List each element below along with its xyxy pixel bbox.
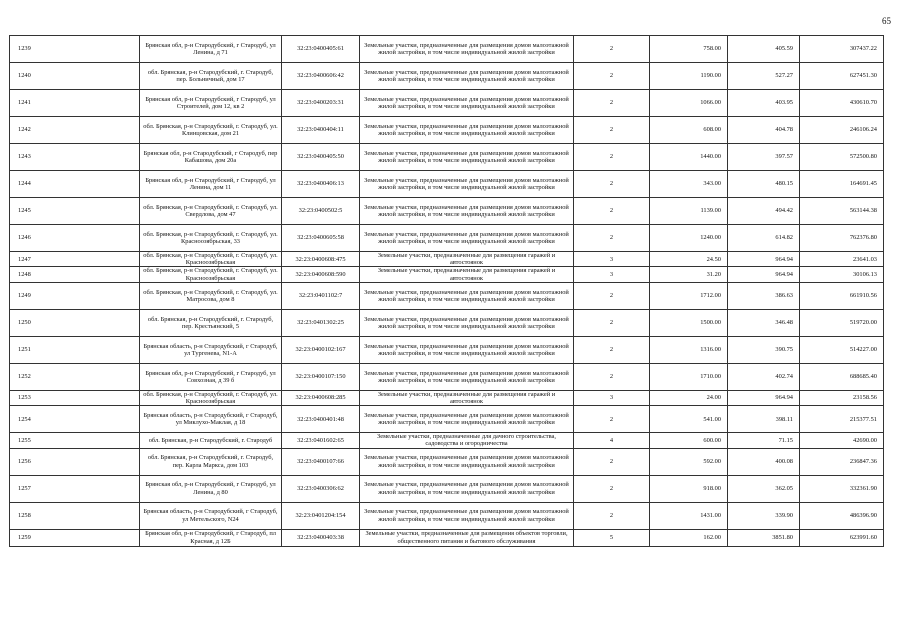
table-row <box>10 406 884 433</box>
area-cell: 608.00 <box>650 117 728 144</box>
specific-value-cell: 964.94 <box>728 252 800 267</box>
table-row <box>10 117 884 144</box>
group-cell: 2 <box>574 475 650 502</box>
table-row <box>10 529 884 546</box>
group-cell: 2 <box>574 144 650 171</box>
cadastral-number-cell: 32:23:0400401:48 <box>282 406 360 433</box>
specific-value-cell: 402.74 <box>728 363 800 390</box>
group-cell: 2 <box>574 36 650 63</box>
table-row <box>10 475 884 502</box>
cadastral-number-cell: 32:23:0400107:150 <box>282 363 360 390</box>
row-index: 1249 <box>10 282 140 309</box>
purpose-cell: Земельные участки, предназначенные для размещения домов малоэтажной жилой застройки, в том числе индивидуальной жилой застройки <box>360 225 574 252</box>
address-cell: Брянская обл, р-н Стародубский, г Стародуб, ул Совхозная, д 39 б <box>140 363 282 390</box>
area-cell: 1316.00 <box>650 336 728 363</box>
cadastral-number-cell: 32:23:0401602:65 <box>282 433 360 448</box>
table-row <box>10 267 884 282</box>
cadastral-value-cell: 332361.90 <box>800 475 884 502</box>
purpose-cell: Земельные участки, предназначенные для размещения гаражей и автостоянок <box>360 390 574 405</box>
row-index: 1241 <box>10 90 140 117</box>
cadastral-number-cell: 32:23:0400608:285 <box>282 390 360 405</box>
group-cell: 2 <box>574 198 650 225</box>
cadastral-number-cell: 32:23:0400608:590 <box>282 267 360 282</box>
group-cell: 2 <box>574 502 650 529</box>
specific-value-cell: 386.63 <box>728 282 800 309</box>
address-cell: Брянская область, р-н Стародубский, г Стародуб, ул Тургенева, N1-А <box>140 336 282 363</box>
table-row <box>10 198 884 225</box>
cadastral-value-cell: 688685.40 <box>800 363 884 390</box>
row-index: 1251 <box>10 336 140 363</box>
purpose-cell: Земельные участки, предназначенные для размещения домов малоэтажной жилой застройки, в том числе индивидуальной жилой застройки <box>360 282 574 309</box>
purpose-cell: Земельные участки, предназначенные для размещения объектов торговли, общественного питания и бытового обслуживания <box>360 529 574 546</box>
cadastral-value-cell: 563144.38 <box>800 198 884 225</box>
cadastral-value-cell: 514227.00 <box>800 336 884 363</box>
cadastral-value-cell: 661910.56 <box>800 282 884 309</box>
group-cell: 2 <box>574 90 650 117</box>
address-cell: Брянская область, р-н Стародубский, г Стародуб, ул Миклухо-Маклая, д 18 <box>140 406 282 433</box>
area-cell: 1712.00 <box>650 282 728 309</box>
cadastral-value-cell: 572500.80 <box>800 144 884 171</box>
address-cell: обл. Брянская, р-н Стародубский, г. Стародуб <box>140 433 282 448</box>
address-cell: обл. Брянская, р-н Стародубский, г. Стародуб, ул. Свердлова, дом 47 <box>140 198 282 225</box>
table-row <box>10 36 884 63</box>
cadastral-number-cell: 32:23:0400203:31 <box>282 90 360 117</box>
group-cell: 2 <box>574 282 650 309</box>
group-cell: 3 <box>574 252 650 267</box>
specific-value-cell: 480.15 <box>728 171 800 198</box>
area-cell: 1066.00 <box>650 90 728 117</box>
purpose-cell: Земельные участки, предназначенные для размещения домов малоэтажной жилой застройки, в том числе индивидуальной жилой застройки <box>360 171 574 198</box>
specific-value-cell: 398.11 <box>728 406 800 433</box>
row-index: 1259 <box>10 529 140 546</box>
table-row <box>10 252 884 267</box>
group-cell: 2 <box>574 309 650 336</box>
purpose-cell: Земельные участки, предназначенные для размещения домов малоэтажной жилой застройки, в том числе индивидуальной жилой застройки <box>360 117 574 144</box>
row-index: 1253 <box>10 390 140 405</box>
purpose-cell: Земельные участки, предназначенные для дачного строительства, садоводства и огородничества <box>360 433 574 448</box>
cadastral-value-cell: 23641.03 <box>800 252 884 267</box>
cadastral-number-cell: 32:23:0400403:38 <box>282 529 360 546</box>
cadastral-value-cell: 23158.56 <box>800 390 884 405</box>
group-cell: 2 <box>574 448 650 475</box>
address-cell: Брянская обл, р-н Стародубский, г Стародуб, пер Кабашова, дом 20а <box>140 144 282 171</box>
group-cell: 3 <box>574 267 650 282</box>
purpose-cell: Земельные участки, предназначенные для размещения домов малоэтажной жилой застройки, в том числе индивидуальной жилой застройки <box>360 36 574 63</box>
table-row <box>10 433 884 448</box>
cadastral-number-cell: 32:23:0400406:13 <box>282 171 360 198</box>
area-cell: 758.00 <box>650 36 728 63</box>
area-cell: 1139.00 <box>650 198 728 225</box>
cadastral-value-cell: 246106.24 <box>800 117 884 144</box>
address-cell: Брянская обл, р-н Стародубский, г Стародуб, ул Ленина, дом 11 <box>140 171 282 198</box>
purpose-cell: Земельные участки, предназначенные для размещения домов малоэтажной жилой застройки, в том числе индивидуальной жилой застройки <box>360 309 574 336</box>
address-cell: обл. Брянская, р-н Стародубский, г. Стародуб, ул. Красноозябрьская <box>140 252 282 267</box>
table-row <box>10 448 884 475</box>
page-number: 65 <box>882 16 891 26</box>
specific-value-cell: 527.27 <box>728 63 800 90</box>
table-row <box>10 309 884 336</box>
table-row <box>10 63 884 90</box>
address-cell: Брянская область, р-н Стародубский, г Стародуб, ул Метельского, N24 <box>140 502 282 529</box>
cadastral-value-cell: 215377.51 <box>800 406 884 433</box>
row-index: 1242 <box>10 117 140 144</box>
cadastral-value-cell: 30106.13 <box>800 267 884 282</box>
cadastral-value-cell: 307437.22 <box>800 36 884 63</box>
specific-value-cell: 494.42 <box>728 198 800 225</box>
cadastral-number-cell: 32:23:0400405:50 <box>282 144 360 171</box>
table-row <box>10 171 884 198</box>
row-index: 1257 <box>10 475 140 502</box>
group-cell: 3 <box>574 390 650 405</box>
area-cell: 1240.00 <box>650 225 728 252</box>
specific-value-cell: 390.75 <box>728 336 800 363</box>
table-body <box>10 36 884 547</box>
specific-value-cell: 403.95 <box>728 90 800 117</box>
purpose-cell: Земельные участки, предназначенные для размещения домов малоэтажной жилой застройки, в том числе индивидуальной жилой застройки <box>360 448 574 475</box>
row-index: 1255 <box>10 433 140 448</box>
purpose-cell: Земельные участки, предназначенные для размещения домов малоэтажной жилой застройки, в том числе индивидуальной жилой застройки <box>360 336 574 363</box>
purpose-cell: Земельные участки, предназначенные для размещения гаражей и автостоянок <box>360 252 574 267</box>
table-row <box>10 390 884 405</box>
row-index: 1256 <box>10 448 140 475</box>
table-row <box>10 282 884 309</box>
address-cell: обл. Брянская, р-н Стародубский, г. Стародуб, ул. Красноозябрьская <box>140 390 282 405</box>
area-cell: 1710.00 <box>650 363 728 390</box>
cadastral-value-cell: 623991.60 <box>800 529 884 546</box>
row-index: 1245 <box>10 198 140 225</box>
cadastral-number-cell: 32:23:0401204:154 <box>282 502 360 529</box>
specific-value-cell: 404.78 <box>728 117 800 144</box>
cadastral-value-cell: 519720.00 <box>800 309 884 336</box>
table-row <box>10 144 884 171</box>
group-cell: 2 <box>574 171 650 198</box>
area-cell: 592.00 <box>650 448 728 475</box>
purpose-cell: Земельные участки, предназначенные для размещения домов малоэтажной жилой застройки, в том числе индивидуальной жилой застройки <box>360 144 574 171</box>
specific-value-cell: 964.94 <box>728 267 800 282</box>
address-cell: Брянская обл, р-н Стародубский, г Стародуб, ул Ленина, д 80 <box>140 475 282 502</box>
area-cell: 24.00 <box>650 390 728 405</box>
area-cell: 1440.00 <box>650 144 728 171</box>
row-index: 1258 <box>10 502 140 529</box>
purpose-cell: Земельные участки, предназначенные для размещения домов малоэтажной жилой застройки, в том числе индивидуальной жилой застройки <box>360 475 574 502</box>
cadastral-number-cell: 32:23:0400608:475 <box>282 252 360 267</box>
purpose-cell: Земельные участки, предназначенные для размещения домов малоэтажной жилой застройки, в том числе индивидуальной жилой застройки <box>360 502 574 529</box>
address-cell: обл. Брянская, р-н Стародубский, г. Стародуб, пер. Карла Маркса, дом 103 <box>140 448 282 475</box>
cadastral-number-cell: 32:23:0400404:11 <box>282 117 360 144</box>
address-cell: обл. Брянская, р-н Стародубский, г. Стародуб, пер. Больничный, дом 17 <box>140 63 282 90</box>
row-index: 1252 <box>10 363 140 390</box>
area-cell: 162.00 <box>650 529 728 546</box>
purpose-cell: Земельные участки, предназначенные для размещения домов малоэтажной жилой застройки, в том числе индивидуальной жилой застройки <box>360 406 574 433</box>
cadastral-value-cell: 627451.30 <box>800 63 884 90</box>
purpose-cell: Земельные участки, предназначенные для размещения домов малоэтажной жилой застройки, в том числе индивидуальной жилой застройки <box>360 363 574 390</box>
cadastral-number-cell: 32:23:0400502:5 <box>282 198 360 225</box>
cadastral-number-cell: 32:23:0400306:62 <box>282 475 360 502</box>
purpose-cell: Земельные участки, предназначенные для размещения домов малоэтажной жилой застройки, в том числе индивидуальной жилой застройки <box>360 90 574 117</box>
group-cell: 2 <box>574 363 650 390</box>
specific-value-cell: 614.82 <box>728 225 800 252</box>
row-index: 1247 <box>10 252 140 267</box>
cadastral-number-cell: 32:23:0401302:25 <box>282 309 360 336</box>
cadastral-value-cell: 164691.45 <box>800 171 884 198</box>
specific-value-cell: 71.15 <box>728 433 800 448</box>
area-cell: 343.00 <box>650 171 728 198</box>
cadastral-number-cell: 32:23:0400606:42 <box>282 63 360 90</box>
address-cell: обл. Брянская, р-н Стародубский, г. Стародуб, ул. Красноозябрьская, 33 <box>140 225 282 252</box>
group-cell: 2 <box>574 225 650 252</box>
address-cell: обл. Брянская, р-н Стародубский, г. Стародуб, ул. Матросова, дом 8 <box>140 282 282 309</box>
address-cell: обл. Брянская, р-н Стародубский, г. Стародуб, ул. Красноозябрьская <box>140 267 282 282</box>
cadastral-number-cell: 32:23:0400107:66 <box>282 448 360 475</box>
area-cell: 1500.00 <box>650 309 728 336</box>
purpose-cell: Земельные участки, предназначенные для размещения домов малоэтажной жилой застройки, в том числе индивидуальной жилой застройки <box>360 63 574 90</box>
specific-value-cell: 400.08 <box>728 448 800 475</box>
table-row <box>10 502 884 529</box>
area-cell: 918.00 <box>650 475 728 502</box>
cadastral-number-cell: 32:23:0400405:61 <box>282 36 360 63</box>
specific-value-cell: 339.90 <box>728 502 800 529</box>
row-index: 1239 <box>10 36 140 63</box>
table-row <box>10 336 884 363</box>
cadastral-value-cell: 236847.36 <box>800 448 884 475</box>
row-index: 1244 <box>10 171 140 198</box>
specific-value-cell: 346.48 <box>728 309 800 336</box>
area-cell: 600.00 <box>650 433 728 448</box>
table-row <box>10 90 884 117</box>
row-index: 1246 <box>10 225 140 252</box>
address-cell: Брянская обл, р-н Стародубский, г Стародуб, ул Строителей, дом 12, кв 2 <box>140 90 282 117</box>
row-index: 1243 <box>10 144 140 171</box>
row-index: 1250 <box>10 309 140 336</box>
area-cell: 24.50 <box>650 252 728 267</box>
group-cell: 2 <box>574 406 650 433</box>
area-cell: 1190.00 <box>650 63 728 90</box>
specific-value-cell: 362.05 <box>728 475 800 502</box>
cadastral-number-cell: 32:23:0400605:58 <box>282 225 360 252</box>
specific-value-cell: 964.94 <box>728 390 800 405</box>
row-index: 1240 <box>10 63 140 90</box>
table-row <box>10 225 884 252</box>
group-cell: 2 <box>574 117 650 144</box>
specific-value-cell: 405.59 <box>728 36 800 63</box>
address-cell: Брянская обл, р-н Стародубский, г Стародуб, пл Красная, д 12Б <box>140 529 282 546</box>
group-cell: 2 <box>574 336 650 363</box>
cadastral-number-cell: 32:23:0400102:167 <box>282 336 360 363</box>
area-cell: 1431.00 <box>650 502 728 529</box>
group-cell: 2 <box>574 63 650 90</box>
area-cell: 541.00 <box>650 406 728 433</box>
cadastral-value-cell: 762376.80 <box>800 225 884 252</box>
table-row <box>10 363 884 390</box>
row-index: 1254 <box>10 406 140 433</box>
cadastral-value-table <box>9 35 884 547</box>
cadastral-value-cell: 430610.70 <box>800 90 884 117</box>
cadastral-value-cell: 42690.00 <box>800 433 884 448</box>
group-cell: 4 <box>574 433 650 448</box>
address-cell: Брянская обл, р-н Стародубский, г Стародуб, ул Ленина, д 71 <box>140 36 282 63</box>
row-index: 1248 <box>10 267 140 282</box>
address-cell: обл. Брянская, р-н Стародубский, г. Стародуб, пер. Крестьянский, 5 <box>140 309 282 336</box>
specific-value-cell: 3851.80 <box>728 529 800 546</box>
specific-value-cell: 397.57 <box>728 144 800 171</box>
address-cell: обл. Брянская, р-н Стародубский, г. Стародуб, ул. Клинцовская, дом 21 <box>140 117 282 144</box>
purpose-cell: Земельные участки, предназначенные для размещения гаражей и автостоянок <box>360 267 574 282</box>
cadastral-number-cell: 32:23:0401102:7 <box>282 282 360 309</box>
area-cell: 31.20 <box>650 267 728 282</box>
purpose-cell: Земельные участки, предназначенные для размещения домов малоэтажной жилой застройки, в том числе индивидуальной жилой застройки <box>360 198 574 225</box>
group-cell: 5 <box>574 529 650 546</box>
cadastral-value-cell: 486396.90 <box>800 502 884 529</box>
